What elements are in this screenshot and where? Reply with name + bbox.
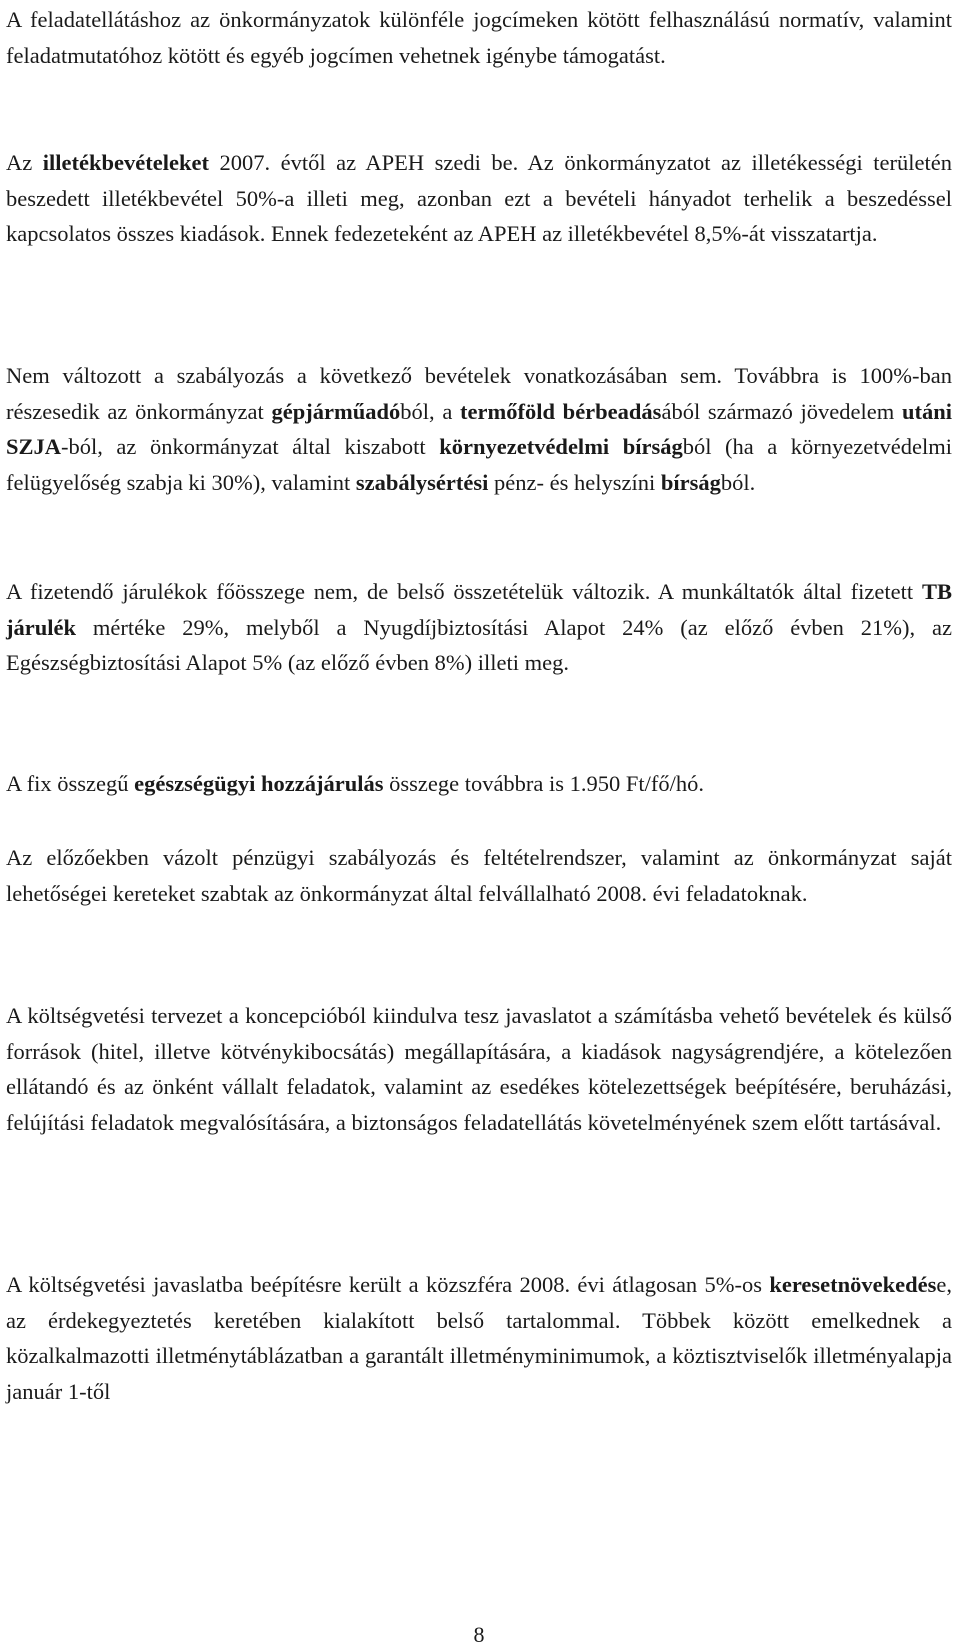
text-run: A fix összegű xyxy=(6,771,135,796)
text-run: A fizetendő járulékok főösszege nem, de belső összetételük változik. A munkáltatók által fizetett xyxy=(6,579,922,604)
text-run: ból, a xyxy=(400,398,461,424)
paragraph-health-contribution xyxy=(6,766,952,802)
page-number: 8 xyxy=(473,1622,485,1647)
bold-term: bírság xyxy=(660,470,721,496)
bold-term: gépjárműadó xyxy=(271,398,401,424)
text-run: -ból, az önkormányzat által kiszabott xyxy=(61,434,440,460)
text-run: 2007. évtől az APEH szedi be. Az önkormányzatot az illetékességi területén beszedett illetékbevétel 50%-a illeti meg, azonban ezt a bevételi hányadot terhelik a beszedéssel kapcsolatos összes kiadások. Ennek fedezeteként az APEH az illetékbevétel 8,5%-át visszatartja. xyxy=(6,150,952,247)
text-run: ból. xyxy=(720,470,756,496)
text-run: Az xyxy=(6,150,43,175)
paragraph-duty-revenue xyxy=(6,145,952,252)
bold-term: egészségügyi hozzájárulás xyxy=(134,771,384,796)
bold-term: szabálysértési xyxy=(355,470,489,496)
text-run: pénz- és helyszíni xyxy=(488,470,661,496)
text-run: A feladatellátáshoz az önkormányzatok különféle jogcímeken kötött felhasználású normatív, valamint feladatmutatóhoz kötött és egyéb jogcímen vehetnek igénybe támogatást. xyxy=(6,7,952,68)
paragraph-unchanged-revenues xyxy=(6,358,952,501)
bold-term: termőföld bérbeadás xyxy=(460,398,662,424)
text-run: e, az érdekegyeztetés keretében kialakított belső tartalommal. Többek között emelkednek a közalkalmazotti illetménytáblázatban a garantált illetményminimumok, a köztisztviselők illetményalapja január 1-től xyxy=(6,1272,952,1405)
bold-term: TB járulék xyxy=(6,579,952,640)
bold-term: környezetvédelmi bírság xyxy=(439,434,683,460)
paragraph-funding-types xyxy=(6,2,952,73)
paragraph-wage-increase xyxy=(6,1267,952,1410)
paragraph-contributions xyxy=(6,574,952,681)
text-run: A költségvetési javaslatba beépítésre került a közszféra 2008. évi átlagosan 5%-os xyxy=(6,1272,770,1297)
text-run: ból (ha a környezetvédelmi felügyelőség szabja ki 30%), valamint xyxy=(6,434,952,496)
document-page xyxy=(6,0,952,1648)
text-run: összege továbbra is 1.950 Ft/fő/hó. xyxy=(383,771,705,796)
text-run: ából származó jövedelem xyxy=(661,398,902,424)
bold-term: utáni SZJA xyxy=(6,398,952,460)
paragraph-regulation-summary xyxy=(6,840,952,911)
bold-term: illetékbevételeket xyxy=(42,150,209,175)
text-run: A költségvetési tervezet a koncepcióból kiindulva tesz javaslatot a számításba vehető bevételek és külső források (hitel, illetve kötvénykibocsátás) megállapítására, a kiadások nagyságrendjére, a kötelezően ellátandó és az önként vállalt feladatok, valamint az esedékes kötelezettségek beépítésére, beruházási, felújítási feladatok megvalósítására, a biztonságos feladatellátás követelményének szem előtt tartásával. xyxy=(6,1003,952,1136)
paragraph-budget-draft xyxy=(6,998,952,1141)
bold-term: keresetnövekedés xyxy=(769,1272,937,1297)
text-run: Az előzőekben vázolt pénzügyi szabályozás és feltételrendszer, valamint az önkormányzat saját lehetőségei kereteket szabtak az önkormányzat által felvállalható 2008. évi feladatoknak. xyxy=(6,845,952,906)
text-run: Nem változott a szabályozás a következő bevételek vonatkozásában sem. Továbbra is 100%-ban részesedik az önkormányzat xyxy=(6,363,952,424)
text-run: mértéke 29%, melyből a Nyugdíjbiztosítási Alapot 24% (az előző évben 21%), az Egészségbiztosítási Alapot 5% (az előző évben 8%) illeti meg. xyxy=(6,614,952,676)
